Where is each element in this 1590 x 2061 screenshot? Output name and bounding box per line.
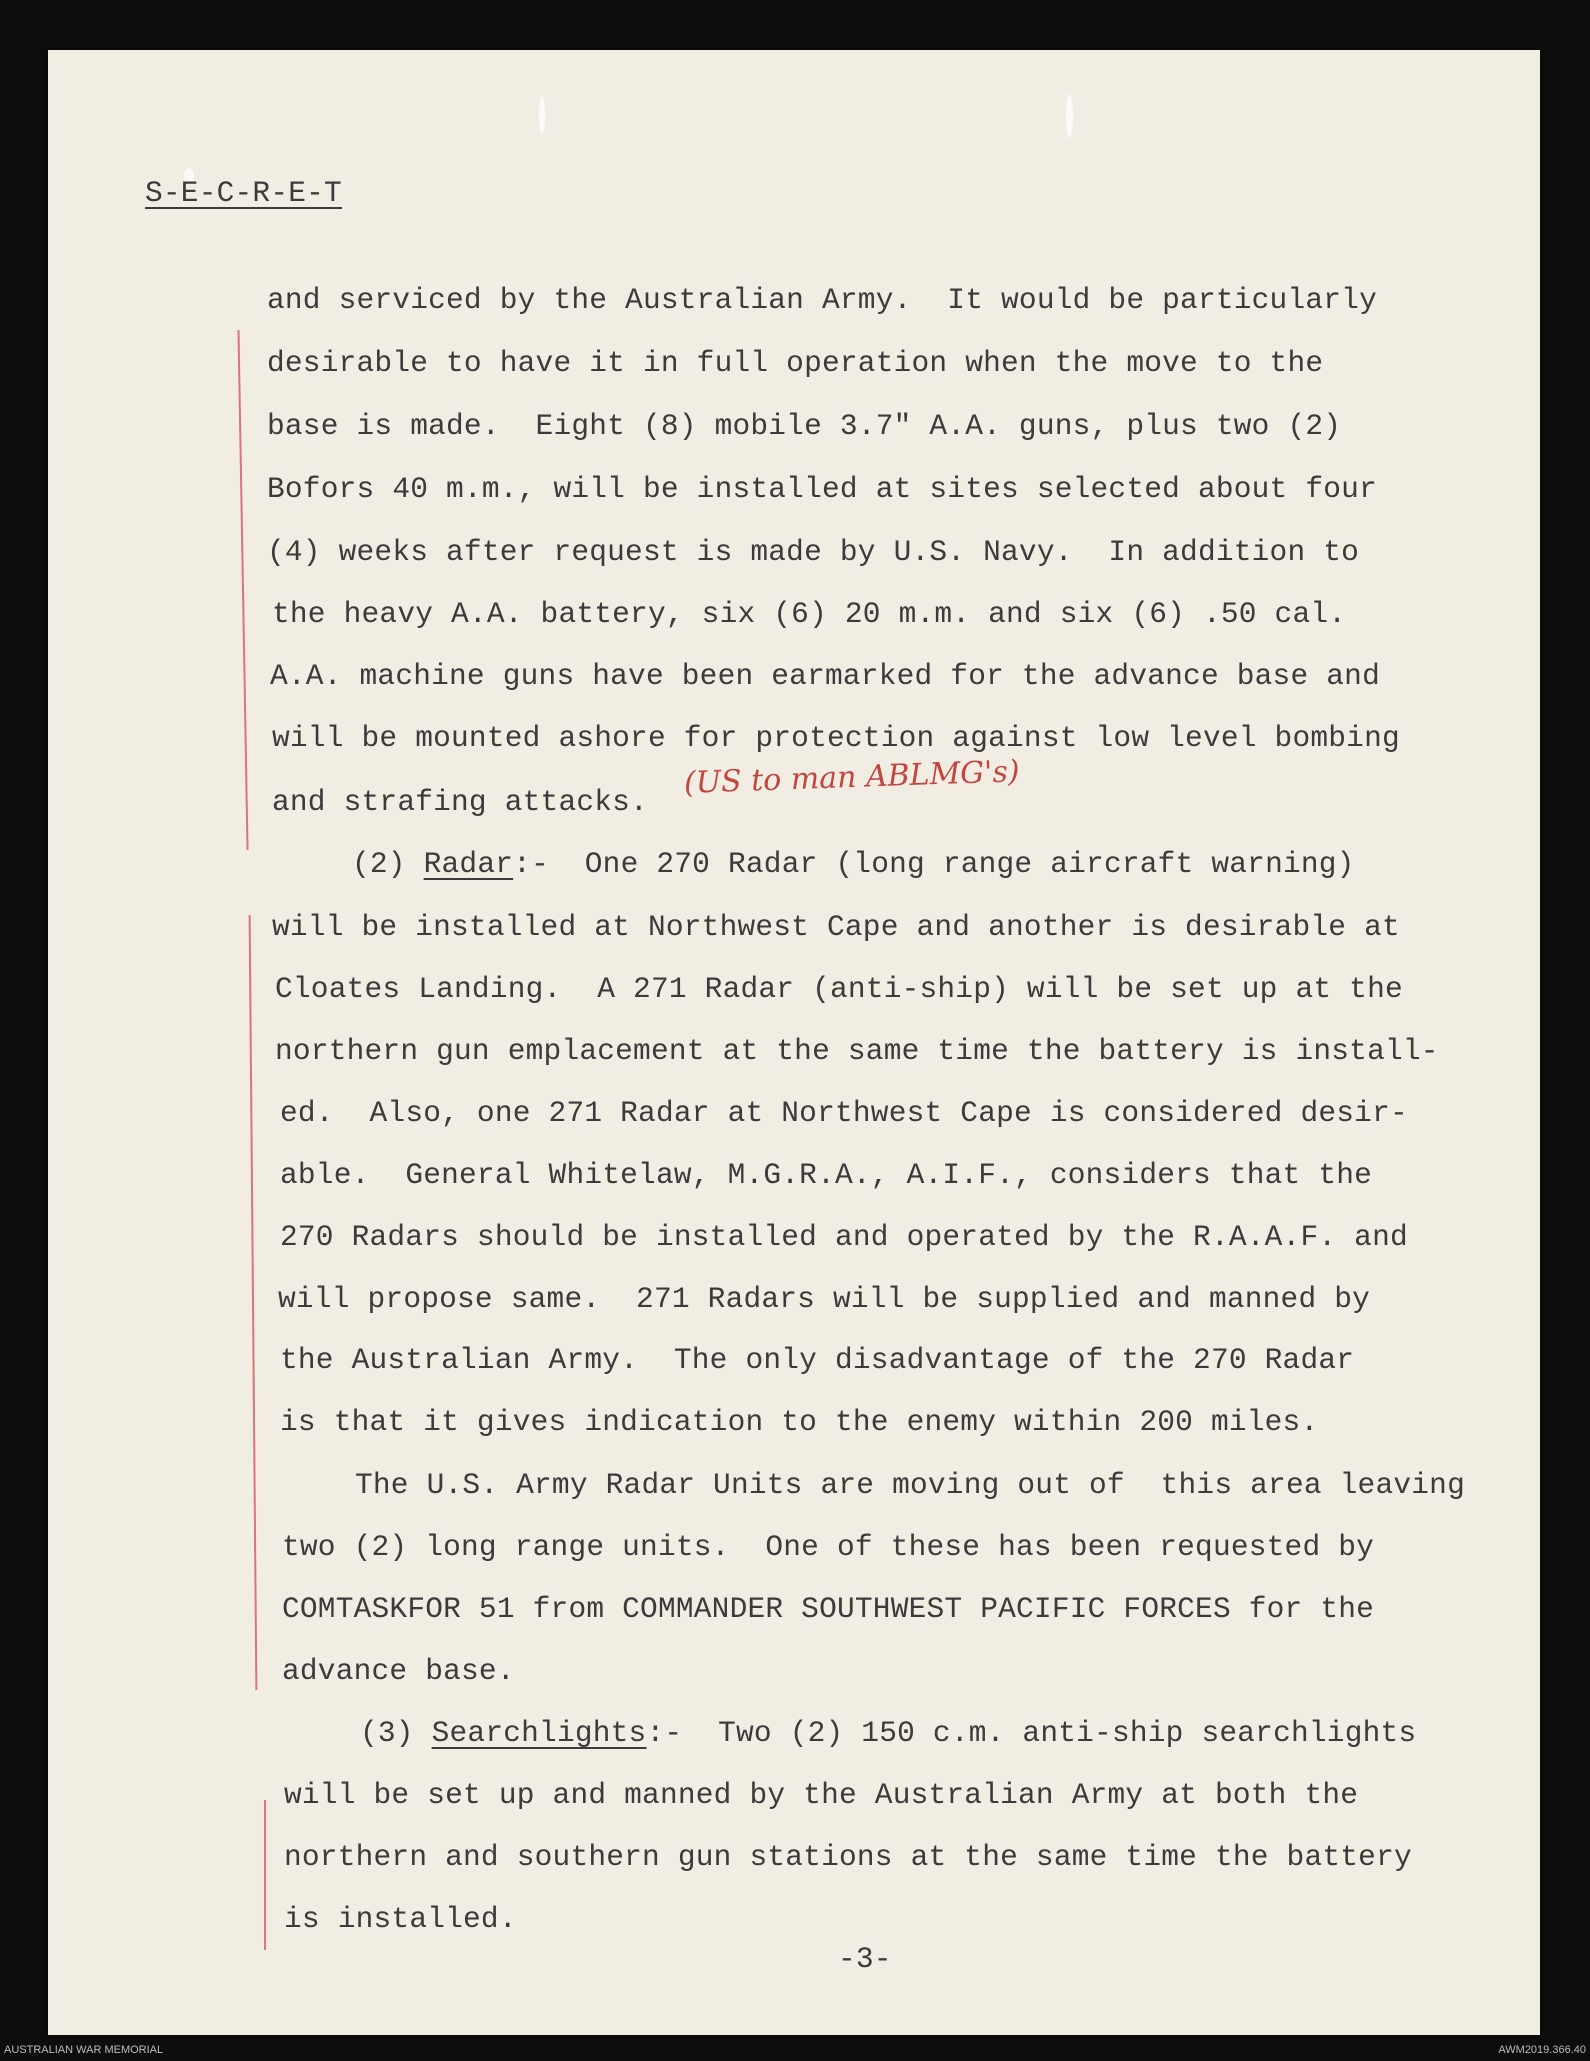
binder-hole-right [1066, 94, 1073, 138]
searchlights-line-1: will be set up and manned by the Australian Army at both the [284, 1778, 1359, 1812]
body-line-3: base is made. Eight (8) mobile 3.7" A.A. guns, plus two (2) [267, 409, 1342, 443]
radar-line-8: the Australian Army. The only disadvantage of the 270 Radar [280, 1343, 1355, 1377]
searchlights-heading: Searchlights [431, 1716, 647, 1750]
body-line-9: and strafing attacks. [272, 785, 648, 819]
footer-source: AUSTRALIAN WAR MEMORIAL [4, 2044, 164, 2056]
searchlights-line-3: is installed. [284, 1902, 517, 1936]
body-line-8: will be mounted ashore for protection against low level bombing [272, 721, 1400, 755]
body-line-1: and serviced by the Australian Army. It would be particularly [267, 283, 1377, 317]
handwritten-annotation: (US to man ABLMG's) [683, 754, 1021, 801]
body-line-6: the heavy A.A. battery, six (6) 20 m.m. and six (6) .50 cal. [272, 597, 1347, 631]
radar-heading: Radar [423, 847, 514, 881]
classification-heading: S-E-C-R-E-T [145, 176, 342, 210]
radar-number: (2) [352, 847, 406, 881]
radar-line-7: will propose same. 271 Radars will be supplied and manned by [278, 1282, 1371, 1316]
radar-line-3: northern gun emplacement at the same time the battery is install- [275, 1034, 1439, 1068]
radar-line-6: 270 Radars should be installed and operated by the R.A.A.F. and [280, 1220, 1408, 1254]
searchlights-first-line-text: Two (2) 150 c.m. anti-ship searchlights [682, 1716, 1417, 1750]
radar-line-4: ed. Also, one 271 Radar at Northwest Cape is considered desir- [280, 1096, 1408, 1130]
body-line-7: A.A. machine guns have been earmarked for the advance base and [270, 659, 1380, 693]
radar-line-2: Cloates Landing. A 271 Radar (anti-ship) will be set up at the [275, 972, 1403, 1006]
binder-hole-left [539, 96, 545, 134]
army-units-line-3: advance base. [282, 1654, 515, 1688]
radar-line-9: is that it gives indication to the enemy within 200 miles. [280, 1405, 1319, 1439]
body-line-4: Bofors 40 m.m., will be installed at sites selected about four [267, 472, 1377, 506]
searchlights-number: (3) [360, 1716, 414, 1750]
searchlights-separator: :- [646, 1716, 683, 1750]
footer-accession: AWM2019.366.40 [1498, 2044, 1586, 2056]
page-number: -3- [838, 1942, 892, 1976]
army-units-line-1: two (2) long range units. One of these has been requested by [282, 1530, 1375, 1564]
searchlights-line-2: northern and southern gun stations at the same time the battery [284, 1840, 1412, 1874]
army-units-line-2: COMTASKFOR 51 from COMMANDER SOUTHWEST PACIFIC FORCES for the [282, 1592, 1375, 1626]
radar-first-line [352, 847, 1355, 881]
radar-first-line-text: One 270 Radar (long range aircraft warning) [548, 847, 1355, 881]
searchlights-first-line [360, 1716, 1416, 1750]
radar-separator: :- [513, 847, 549, 881]
body-line-2: desirable to have it in full operation when the move to the [267, 346, 1324, 380]
radar-line-5: able. General Whitelaw, M.G.R.A., A.I.F., considers that the [280, 1158, 1373, 1192]
radar-line-1: will be installed at Northwest Cape and another is desirable at [272, 910, 1400, 944]
margin-mark-3 [264, 1800, 266, 1950]
body-line-5: (4) weeks after request is made by U.S. Navy. In addition to [267, 535, 1360, 569]
army-units-first-line: The U.S. Army Radar Units are moving out of this area leaving [355, 1468, 1465, 1502]
